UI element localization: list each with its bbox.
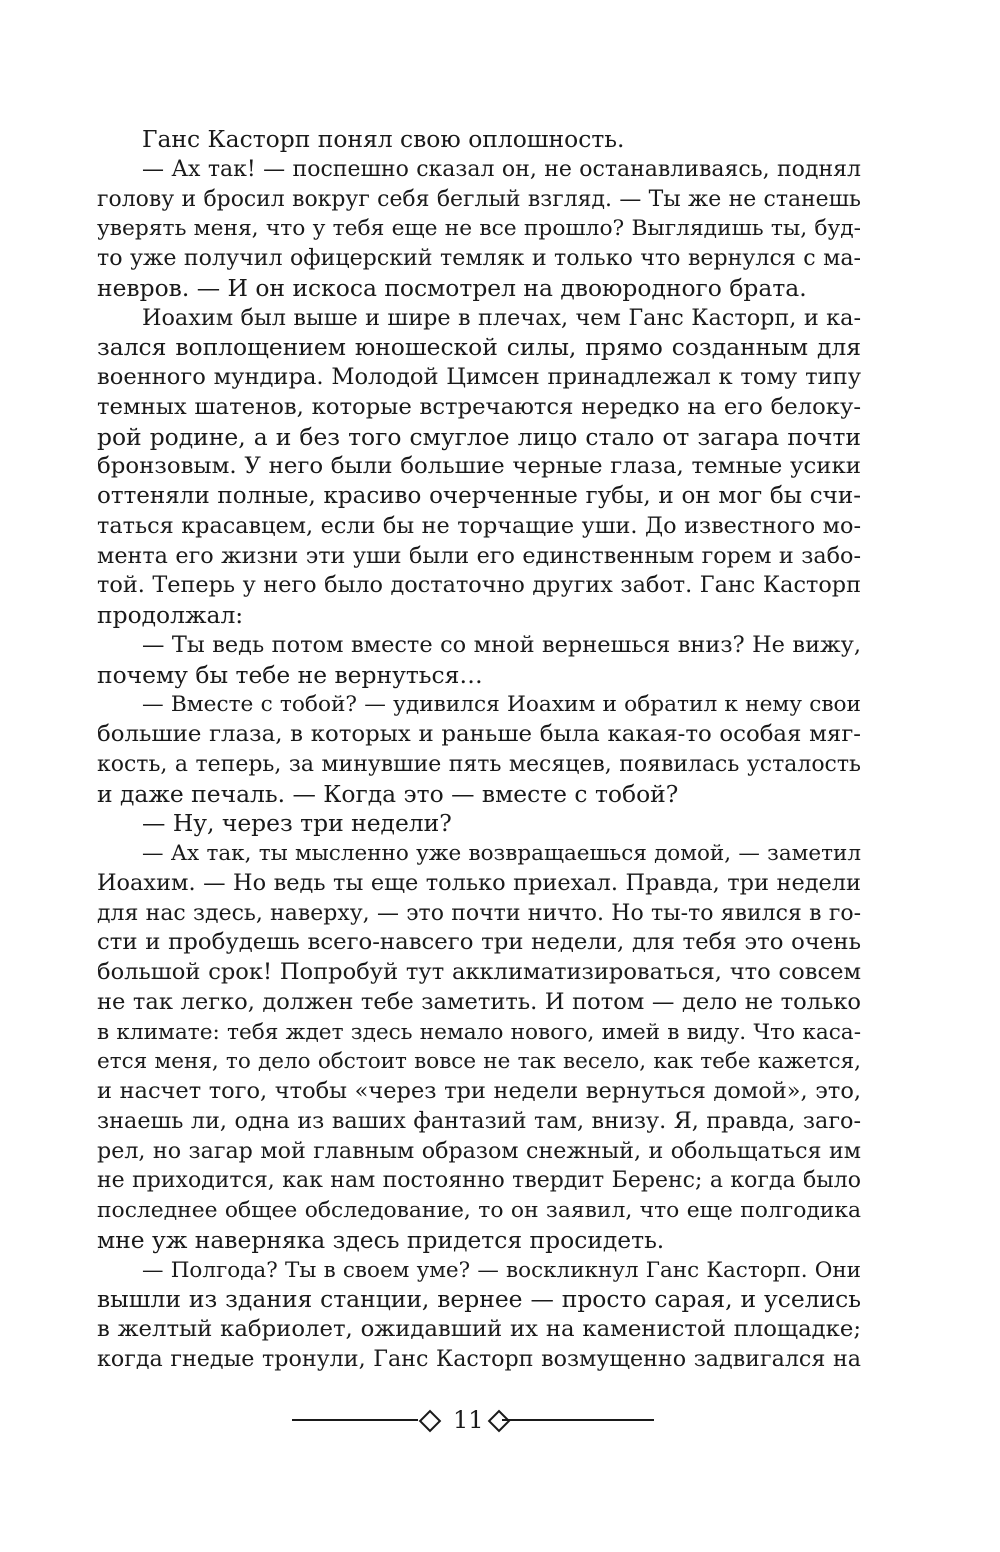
text-line: не так легко, должен тебе заметить. И потом — дело не только (97, 988, 861, 1015)
text-line: большие глаза, в которых и раньше была какая-то особая мяг- (97, 721, 861, 747)
text-line: для нас здесь, наверху, — это почти ничто. Но ты-то явился в го- (97, 900, 861, 926)
text-line: Иоахим был выше и шире в плечах, чем Ганс Касторп, и ка- (142, 304, 861, 331)
text-line: таться красавцем, если бы не торчащие уши. До известного мо- (97, 512, 861, 539)
text-line: не приходится, как нам постоянно твердит Беренс; а когда было (97, 1168, 861, 1194)
page-footer (290, 1400, 710, 1440)
page-number: 11 (453, 1406, 484, 1434)
text-line: военного мундира. Молодой Цимсен принадлежал к тому типу (97, 364, 861, 390)
text-line: — Ну, через три недели? (142, 809, 452, 838)
text-line: — Ах так, ты мысленно уже возвращаешься домой, — заметил (142, 841, 861, 866)
text-line: и насчет того, чтобы «через три недели вернуться домой», это, (97, 1078, 861, 1104)
text-line: той. Теперь у него было достаточно других забот. Ганс Касторп (97, 572, 861, 599)
text-line: зался воплощением юношеской силы, прямо созданным для (97, 333, 861, 362)
text-line: — Полгода? Ты в своем уме? — воскликнул Ганс Касторп. Они (142, 1257, 861, 1283)
text-line: большой срок! Попробуй тут акклиматизироваться, что совсем (97, 959, 861, 985)
diamond-ornament-icon (419, 1410, 442, 1433)
text-line: ется меня, то дело обстоит вовсе не так весело, как тебе кажется, (97, 1049, 861, 1075)
text-line: в климате: тебя ждет здесь немало нового, имей в виду. Что каса- (97, 1019, 861, 1045)
text-line: сти и пробудешь всего-навсего три недели, для тебя это очень (97, 929, 861, 956)
text-line: вышли из здания станции, вернее — просто сарая, и уселись (97, 1285, 861, 1314)
text-line: и даже печаль. — Когда это — вместе с тобой? (97, 779, 679, 808)
text-line: бронзовым. У него были большие черные глаза, темные усики (97, 453, 861, 480)
text-line: темных шатенов, которые встречаются нередко на его белоку- (97, 393, 861, 420)
text-line: невров. — И он искоса посмотрел на двоюродного брата. (97, 273, 807, 302)
text-line: — Ах так! — поспешно сказал он, не останавливаясь, поднял (142, 156, 861, 182)
text-line: знаешь ли, одна из ваших фантазий там, внизу. Я, правда, заго- (97, 1107, 861, 1134)
text-line: рел, но загар мой главным образом снежный, и обольщаться им (97, 1137, 861, 1164)
text-line: последнее общее обследование, то он заявил, что еще полгодика (97, 1198, 861, 1223)
text-line: Ганс Касторп понял свою оплошность. (142, 125, 625, 153)
footer-rule-left (292, 1419, 418, 1421)
text-line: мне уж наверняка здесь придется просидеть. (97, 1225, 665, 1254)
text-line: Иоахим. — Но ведь ты еще только приехал. Правда, три недели (97, 869, 861, 896)
text-line: почему бы тебе не вернуться… (97, 660, 483, 689)
text-line: уверять меня, что у тебя еще не все прошло? Выглядишь ты, буд- (97, 216, 861, 242)
text-line: то уже получил офицерский темляк и только что вернулся с ма- (97, 245, 861, 271)
text-line: — Вместе с тобой? — удивился Иоахим и обратил к нему свои (142, 692, 861, 718)
diamond-ornament-icon (488, 1410, 511, 1433)
footer-rule-right (502, 1419, 654, 1421)
book-page-text (97, 125, 861, 1375)
text-line: — Ты ведь потом вместе со мной вернешься вниз? Не вижу, (142, 631, 861, 658)
text-line: в желтый кабриолет, ожидавший их на каменистой площадке; (97, 1316, 861, 1342)
text-line: рой родине, а и без того смуглое лицо стало от загара почти (97, 422, 861, 451)
text-line: голову и бросил вокруг себя беглый взгляд. — Ты же не станешь (97, 186, 861, 212)
text-line: мента его жизни эти уши были его единственным горем и забо- (97, 542, 861, 569)
text-line: оттеняли полные, красиво очерченные губы, и он мог бы счи- (97, 483, 861, 509)
text-line: кость, а теперь, за минувшие пять месяцев, появилась усталость (97, 751, 861, 777)
text-line: когда гнедые тронули, Ганс Касторп возмущенно задвигался на (97, 1345, 861, 1372)
text-line: продолжал: (97, 601, 244, 629)
